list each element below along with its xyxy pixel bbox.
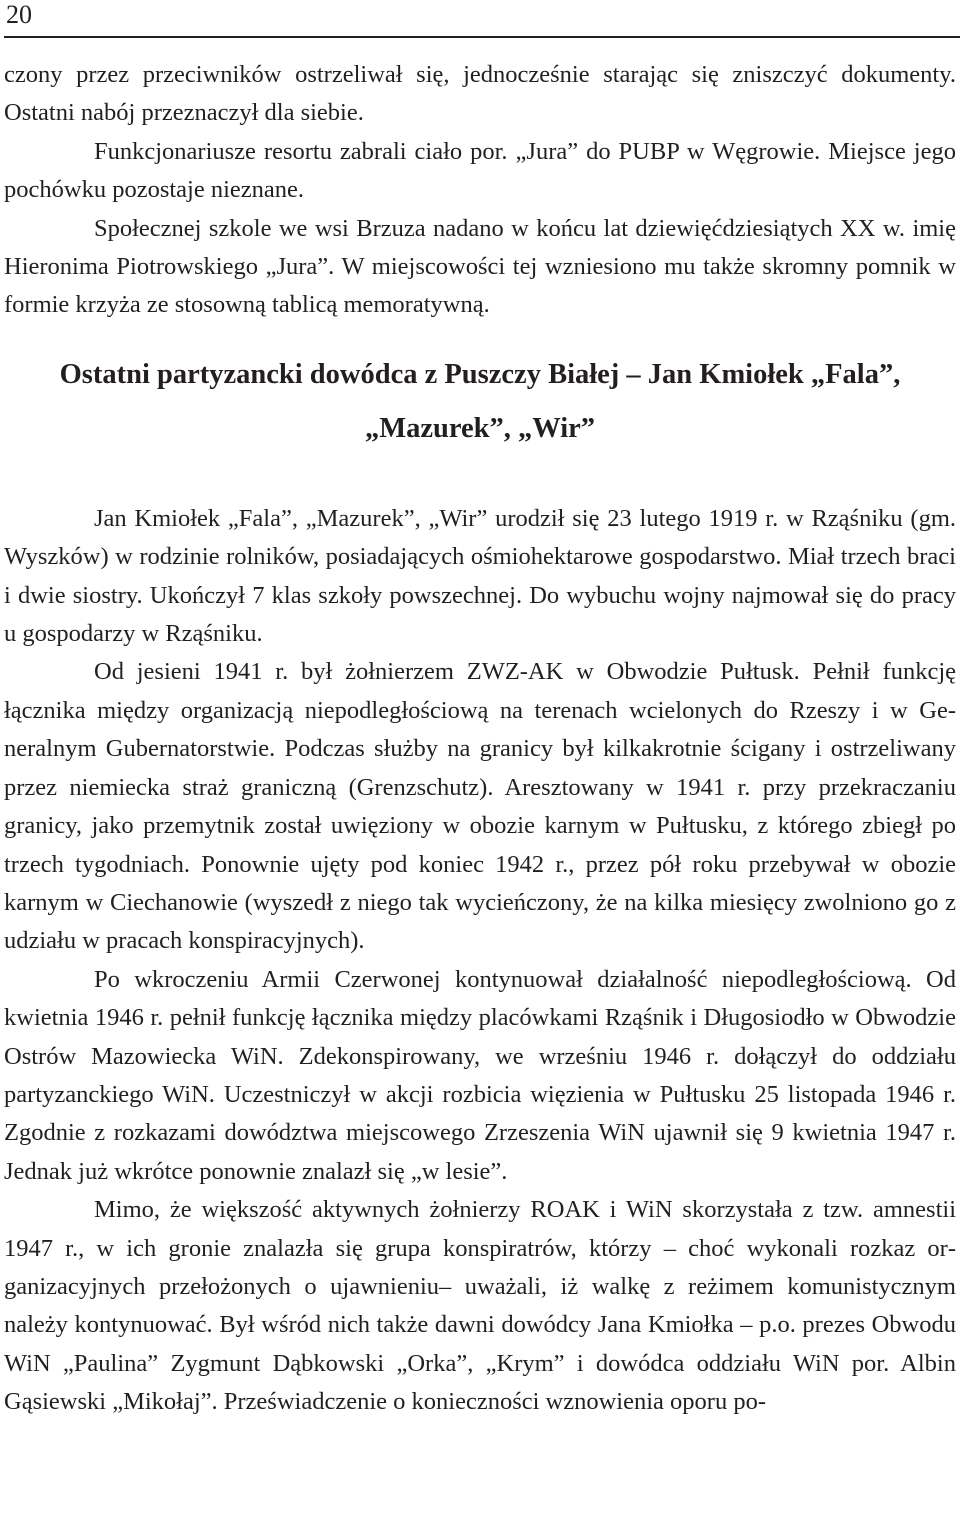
paragraph: Społecznej szkole we wsi Brzuza nadano w końcu lat dziewięćdziesiątych XX w. imię Hieronima Piotrowskiego „Jura”. W miejscowości tej wzniesiono mu także skromny pomnik w formie krzyża ze stosowną tablicą memoratywną.: [4, 214, 956, 319]
paragraph: czony przez przeciwników ostrzeliwał się, jednocześnie starając się zniszczyć dokumenty. Ostatni nabój przeznaczył dla siebie.: [4, 61, 956, 127]
page-body: [4, 56, 956, 1422]
paragraph: Funkcjonariusze resortu zabrali ciało por. „Jura” do PUBP w Węgrowie. Miejsce jego pochówku pozostaje nieznane.: [4, 137, 956, 204]
page-number: 20: [6, 0, 32, 29]
paragraph: Od jesieni 1941 r. był żołnierzem ZWZ-AK w Obwodzie Pułtusk. Pełnił funkcję łącznika między organizacją niepodległościową na terenach wcielonych do Rzeszy i w Generalnym Gubernatorstwie. Podczas służby na granicy był kilkakrotnie ścigany i ostrzeliwany przez niemiecka straż graniczną (Grenzschutz). Aresztowany w 1941 r. przy przekraczaniu granicy, jako przemytnik został uwięziony w obozie karnym w Pułtusku, z którego zbiegł po trzech tygodniach. Ponownie ujęty pod koniec 1942 r., przez pół roku przebywał w obozie karnym w Ciechanowie (wyszedł z niego tak wycieńczony, że na kilka miesięcy zwolniono go z udziału w pracach konspiracyjnych).: [4, 658, 956, 955]
section-spacer: [4, 456, 956, 500]
paragraph: Po wkroczeniu Armii Czerwonej kontynuował działalność niepodległościową. Od kwietnia 1946 r. pełnił funkcję łącznika między placówkami Rząśnik i Długosiodło w Obwodzie Ostrów Mazowiecka WiN. Zdekonspirowany, we wrześniu 1946 r. dołączył do oddziału partyzanckiego WiN. Uczestniczył w akcji rozbicia więzienia w Pułtusku 25 listopada 1946 r. Zgodnie z rozkazami dowództwa miejscowego Zrzeszenia WiN ujawnił się 9 kwietnia 1947 r. Jednak już wkrótce ponownie znalazł się „w lesie”.: [4, 965, 956, 1185]
section-title: Ostatni partyzancki dowódca z Puszczy Białej – Jan Kmiołek „Fala”, „Mazurek”, „Wir”: [59, 358, 901, 444]
paragraph: Jan Kmiołek „Fala”, „Mazurek”, „Wir” urodził się 23 lutego 1919 r. w Rząśniku (gm. Wyszków) w rodzinie rolników, posiadających ośmiohektarowe gospodarstwo. Miał trzech braci i dwie siostry. Ukończył 7 klas szkoły powszechnej. Do wybuchu wojny najmował się do pracy u gospodarzy w Rząśniku.: [4, 504, 956, 648]
paragraph: Mimo, że większość aktywnych żołnierzy ROAK i WiN skorzystała z tzw. amnestii 1947 r., w ich gronie znalazła się grupa konspiratrów, którzy – choć wykonali rozkaz organizacyjnych przełożonych o ujawnieniu– uważali, iż walkę z reżimem komunistycznym należy kontynuować. Był wśród nich także dawni dowódcy Jana Kmiołka – p.o. prezes Obwodu WiN „Paulina” Zygmunt Dąbkowski „Orka”, „Krym” i dowódca oddziału WiN por. Albin Gąsiewski „Mikołaj”. Przeświadczenie o konieczności wznowienia oporu po-: [4, 1196, 956, 1416]
header-rule: [4, 36, 960, 38]
